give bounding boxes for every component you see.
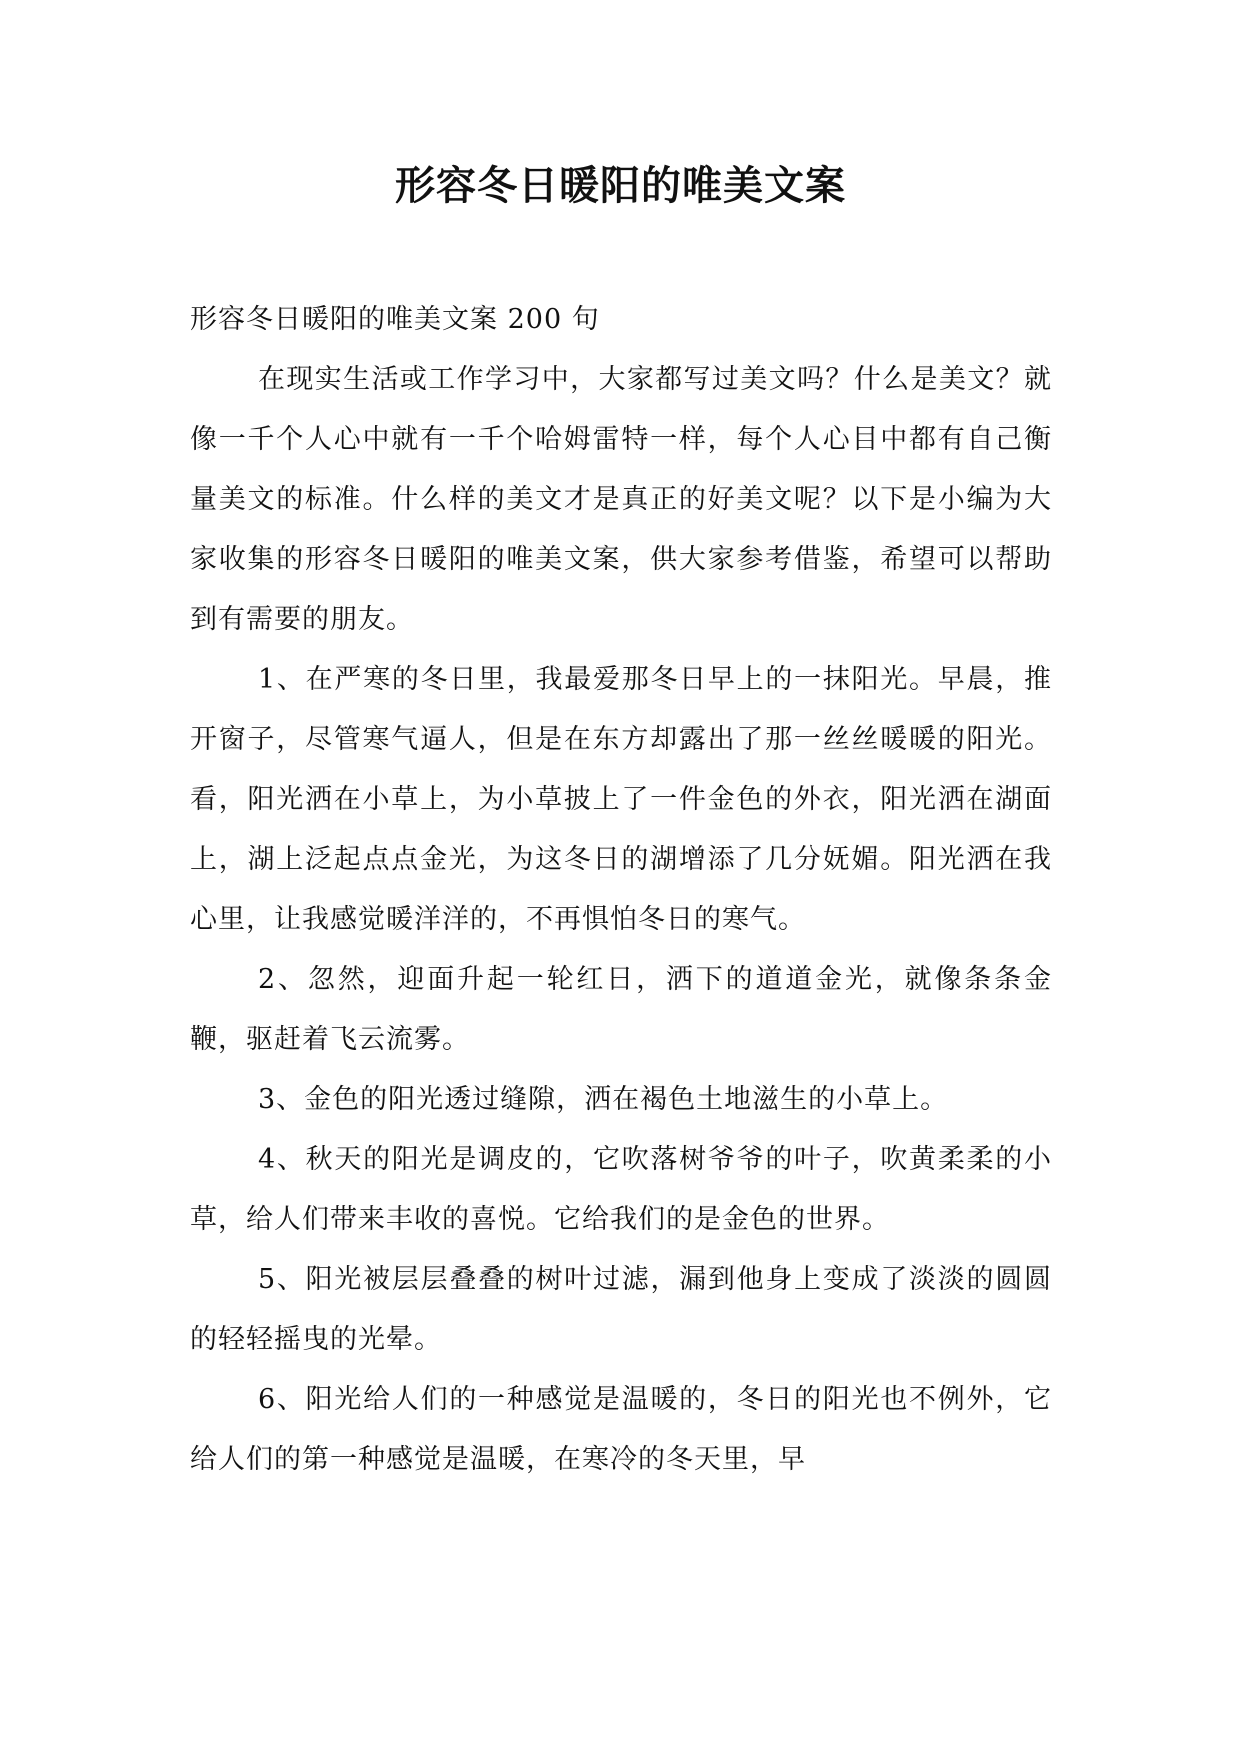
intro-paragraph: 在现实生活或工作学习中，大家都写过美文吗？什么是美文？就像一千个人心中就有一千个哈姆雷特一样，每个人心目中都有自己衡量美文的标准。什么样的美文才是真正的好美文呢？以下是小编为大家收集的形容冬日暖阳的唯美文案，供大家参考借鉴，希望可以帮助到有需要的朋友。 (190, 364, 1052, 635)
paragraph-item-5: 5、阳光被层层叠叠的树叶过滤，漏到他身上变成了淡淡的圆圆的轻轻摇曳的光晕。 (190, 1264, 1052, 1355)
paragraph-item-6: 6、阳光给人们的一种感觉是温暖的，冬日的阳光也不例外，它给人们的第一种感觉是温暖，在寒冷的冬天里，早 (190, 1384, 1052, 1475)
document-subtitle: 形容冬日暖阳的唯美文案 200 句 (190, 304, 600, 335)
document-title: 形容冬日暖阳的唯美文案 (395, 163, 846, 209)
paragraph-item-2: 2、忽然，迎面升起一轮红日，洒下的道道金光，就像条条金鞭，驱赶着飞云流雾。 (190, 964, 1052, 1055)
document-body (190, 290, 1052, 1490)
paragraph-item-3: 3、金色的阳光透过缝隙，洒在褐色土地滋生的小草上。 (258, 1084, 949, 1115)
paragraph-item-4: 4、秋天的阳光是调皮的，它吹落树爷爷的叶子，吹黄柔柔的小草，给人们带来丰收的喜悦。它给我们的是金色的世界。 (190, 1144, 1052, 1235)
paragraph-item-1: 1、在严寒的冬日里，我最爱那冬日早上的一抹阳光。早晨，推开窗子，尽管寒气逼人，但是在东方却露出了那一丝丝暖暖的阳光。看，阳光洒在小草上，为小草披上了一件金色的外衣，阳光洒在湖面上，湖上泛起点点金光，为这冬日的湖增添了几分妩媚。阳光洒在我心里，让我感觉暖洋洋的，不再惧怕冬日的寒气。 (190, 664, 1052, 935)
